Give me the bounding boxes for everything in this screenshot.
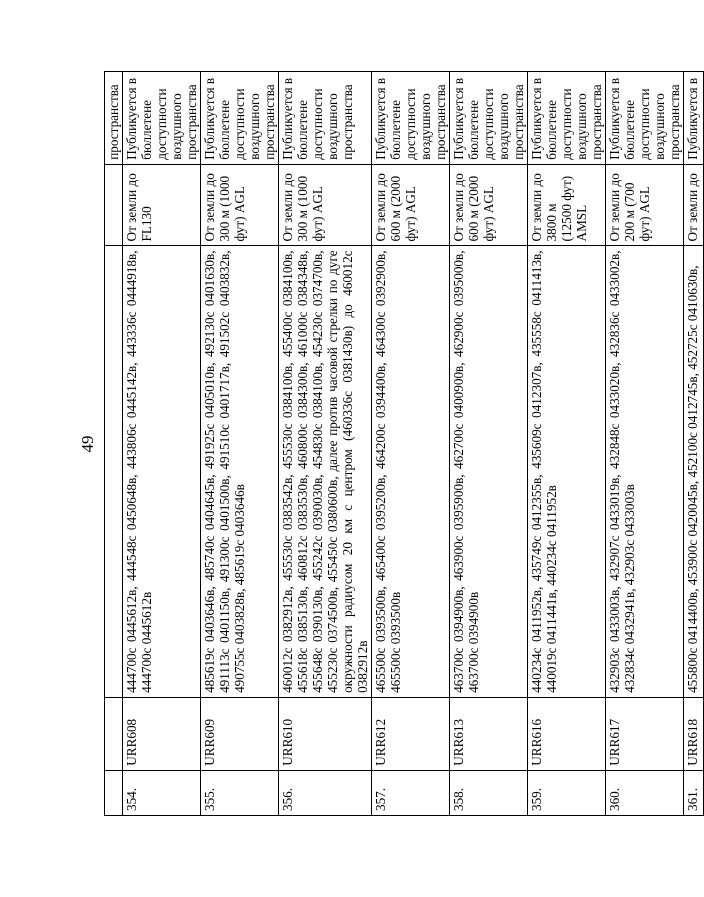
- cell-code: URR613: [450, 697, 528, 770]
- cell-limits: [105, 164, 123, 246]
- cell-publication: Публикуется в бюллетене доступности воздушного пространства: [450, 72, 528, 165]
- cell-limits: От земли до 200 м (700 фут) AGL: [606, 164, 684, 246]
- table-row: [450, 72, 528, 816]
- table-row: [606, 72, 684, 816]
- cell-code: URR610: [279, 697, 372, 770]
- cell-number: 358.: [450, 770, 528, 815]
- airspace-table: [104, 71, 704, 816]
- cell-code: URR612: [372, 697, 450, 770]
- cell-number: 360.: [606, 770, 684, 815]
- cell-code: URR616: [528, 697, 606, 770]
- cell-coordinates: 463700с 0394900в, 463900с 0395900в, 462700с 0400900в, 462900с 0395000в, 463700с 0394900в: [450, 246, 528, 697]
- cell-publication: Публикуется в бюллетене доступности воздушного пространства: [123, 72, 201, 165]
- cell-coordinates: 465500с 0393500в, 465400с 0395200в, 464200с 0394400в, 464300с 0392900в, 465500с 0393500в: [372, 246, 450, 697]
- cell-publication: пространства: [105, 72, 123, 165]
- cell-publication: Публикуется в бюллетене доступности воздушного пространства: [201, 72, 279, 165]
- cell-number: 356.: [279, 770, 372, 815]
- cell-coordinates: 432903с 0433003в, 432907с 0433019в, 432848с 0433020в, 432836с 0433002в, 432834с 0432941в, 432903с 0433003в: [606, 246, 684, 697]
- cell-number: 354.: [123, 770, 201, 815]
- table-row: [123, 72, 201, 816]
- cell-number: 355.: [201, 770, 279, 815]
- cell-coordinates: 485619с 0403646в, 485740с 0404645в, 491925с 0405010в, 492130с 0401630в, 491113с 0401150в, 491300с 0401500в, 491510с 0401717в, 491502с 0403832в, 490755с 0403828в, 485619с 0403646в: [201, 246, 279, 697]
- cell-code: URR618: [684, 697, 704, 770]
- cell-limits: От земли до 600 м (2000 фут) AGL: [372, 164, 450, 246]
- cell-publication: Публикуется в бюллетене доступности воздушного пространства: [528, 72, 606, 165]
- cell-number: 361.: [684, 770, 704, 815]
- cell-number: 359.: [528, 770, 606, 815]
- table-row: [279, 72, 372, 816]
- cell-limits: От земли до 600 м (2000 фут) AGL: [450, 164, 528, 246]
- cell-publication: Публикуется в бюллетене доступности воздушного пространства: [606, 72, 684, 165]
- table-row: [528, 72, 606, 816]
- cell-limits: От земли до: [684, 164, 704, 246]
- cell-number: [105, 770, 123, 815]
- table-row: [372, 72, 450, 816]
- cell-coordinates: 455800с 0414400в, 453900с 0420045в, 452100с 0412745в, 452725с 0410630в,: [684, 246, 704, 697]
- cell-coordinates: [105, 246, 123, 697]
- cell-coordinates: 460012с 0382912в, 455530с 0383542в, 455530с 0384100в, 455400с 0384100в, 455618с 0385130в, 460812с 0383530в, 460800с 0384300в, 461000с 0384348в, 455648с 0390130в, 455242с 0390030в, 454830с 0384100в, 454230с 0374700в, 455230с 0374500в, 455450с 0380600в, далее против часовой стрелки по дуге окружности радиусом 20 км с центром (460336с 0381430в) до 460012с 0382912в: [279, 246, 372, 697]
- cell-limits: От земли до 300 м (1000 фут) AGL: [279, 164, 372, 246]
- cell-code: URR609: [201, 697, 279, 770]
- cell-code: URR608: [123, 697, 201, 770]
- table-row-continuation: [105, 72, 123, 816]
- table-row: [684, 72, 704, 816]
- table-row: [201, 72, 279, 816]
- cell-publication: Публикуется в бюллетене доступности воздушного пространства: [279, 72, 372, 165]
- cell-limits: От земли до 3800 м (12500 фут) AMSL: [528, 164, 606, 246]
- cell-code: URR617: [606, 697, 684, 770]
- page-number: 49: [78, 435, 97, 453]
- cell-code: [105, 697, 123, 770]
- cell-number: 357.: [372, 770, 450, 815]
- cell-publication: Публикуется в бюллетене доступности воздушного пространства: [372, 72, 450, 165]
- cell-coordinates: 444700с 0445612в, 444548с 0450648в, 443806с 0445142в, 443336с 0444918в, 444700с 0445612в: [123, 246, 201, 697]
- cell-limits: От земли до FL130: [123, 164, 201, 246]
- cell-coordinates: 440234с 0411952в, 435749с 0412355в, 435609с 0412307в, 435558с 0411413в, 440019с 0411441в, 440234с 0411952в: [528, 246, 606, 697]
- cell-limits: От земли до 300 м (1000 фут) AGL: [201, 164, 279, 246]
- cell-publication: Публикуется в: [684, 72, 704, 165]
